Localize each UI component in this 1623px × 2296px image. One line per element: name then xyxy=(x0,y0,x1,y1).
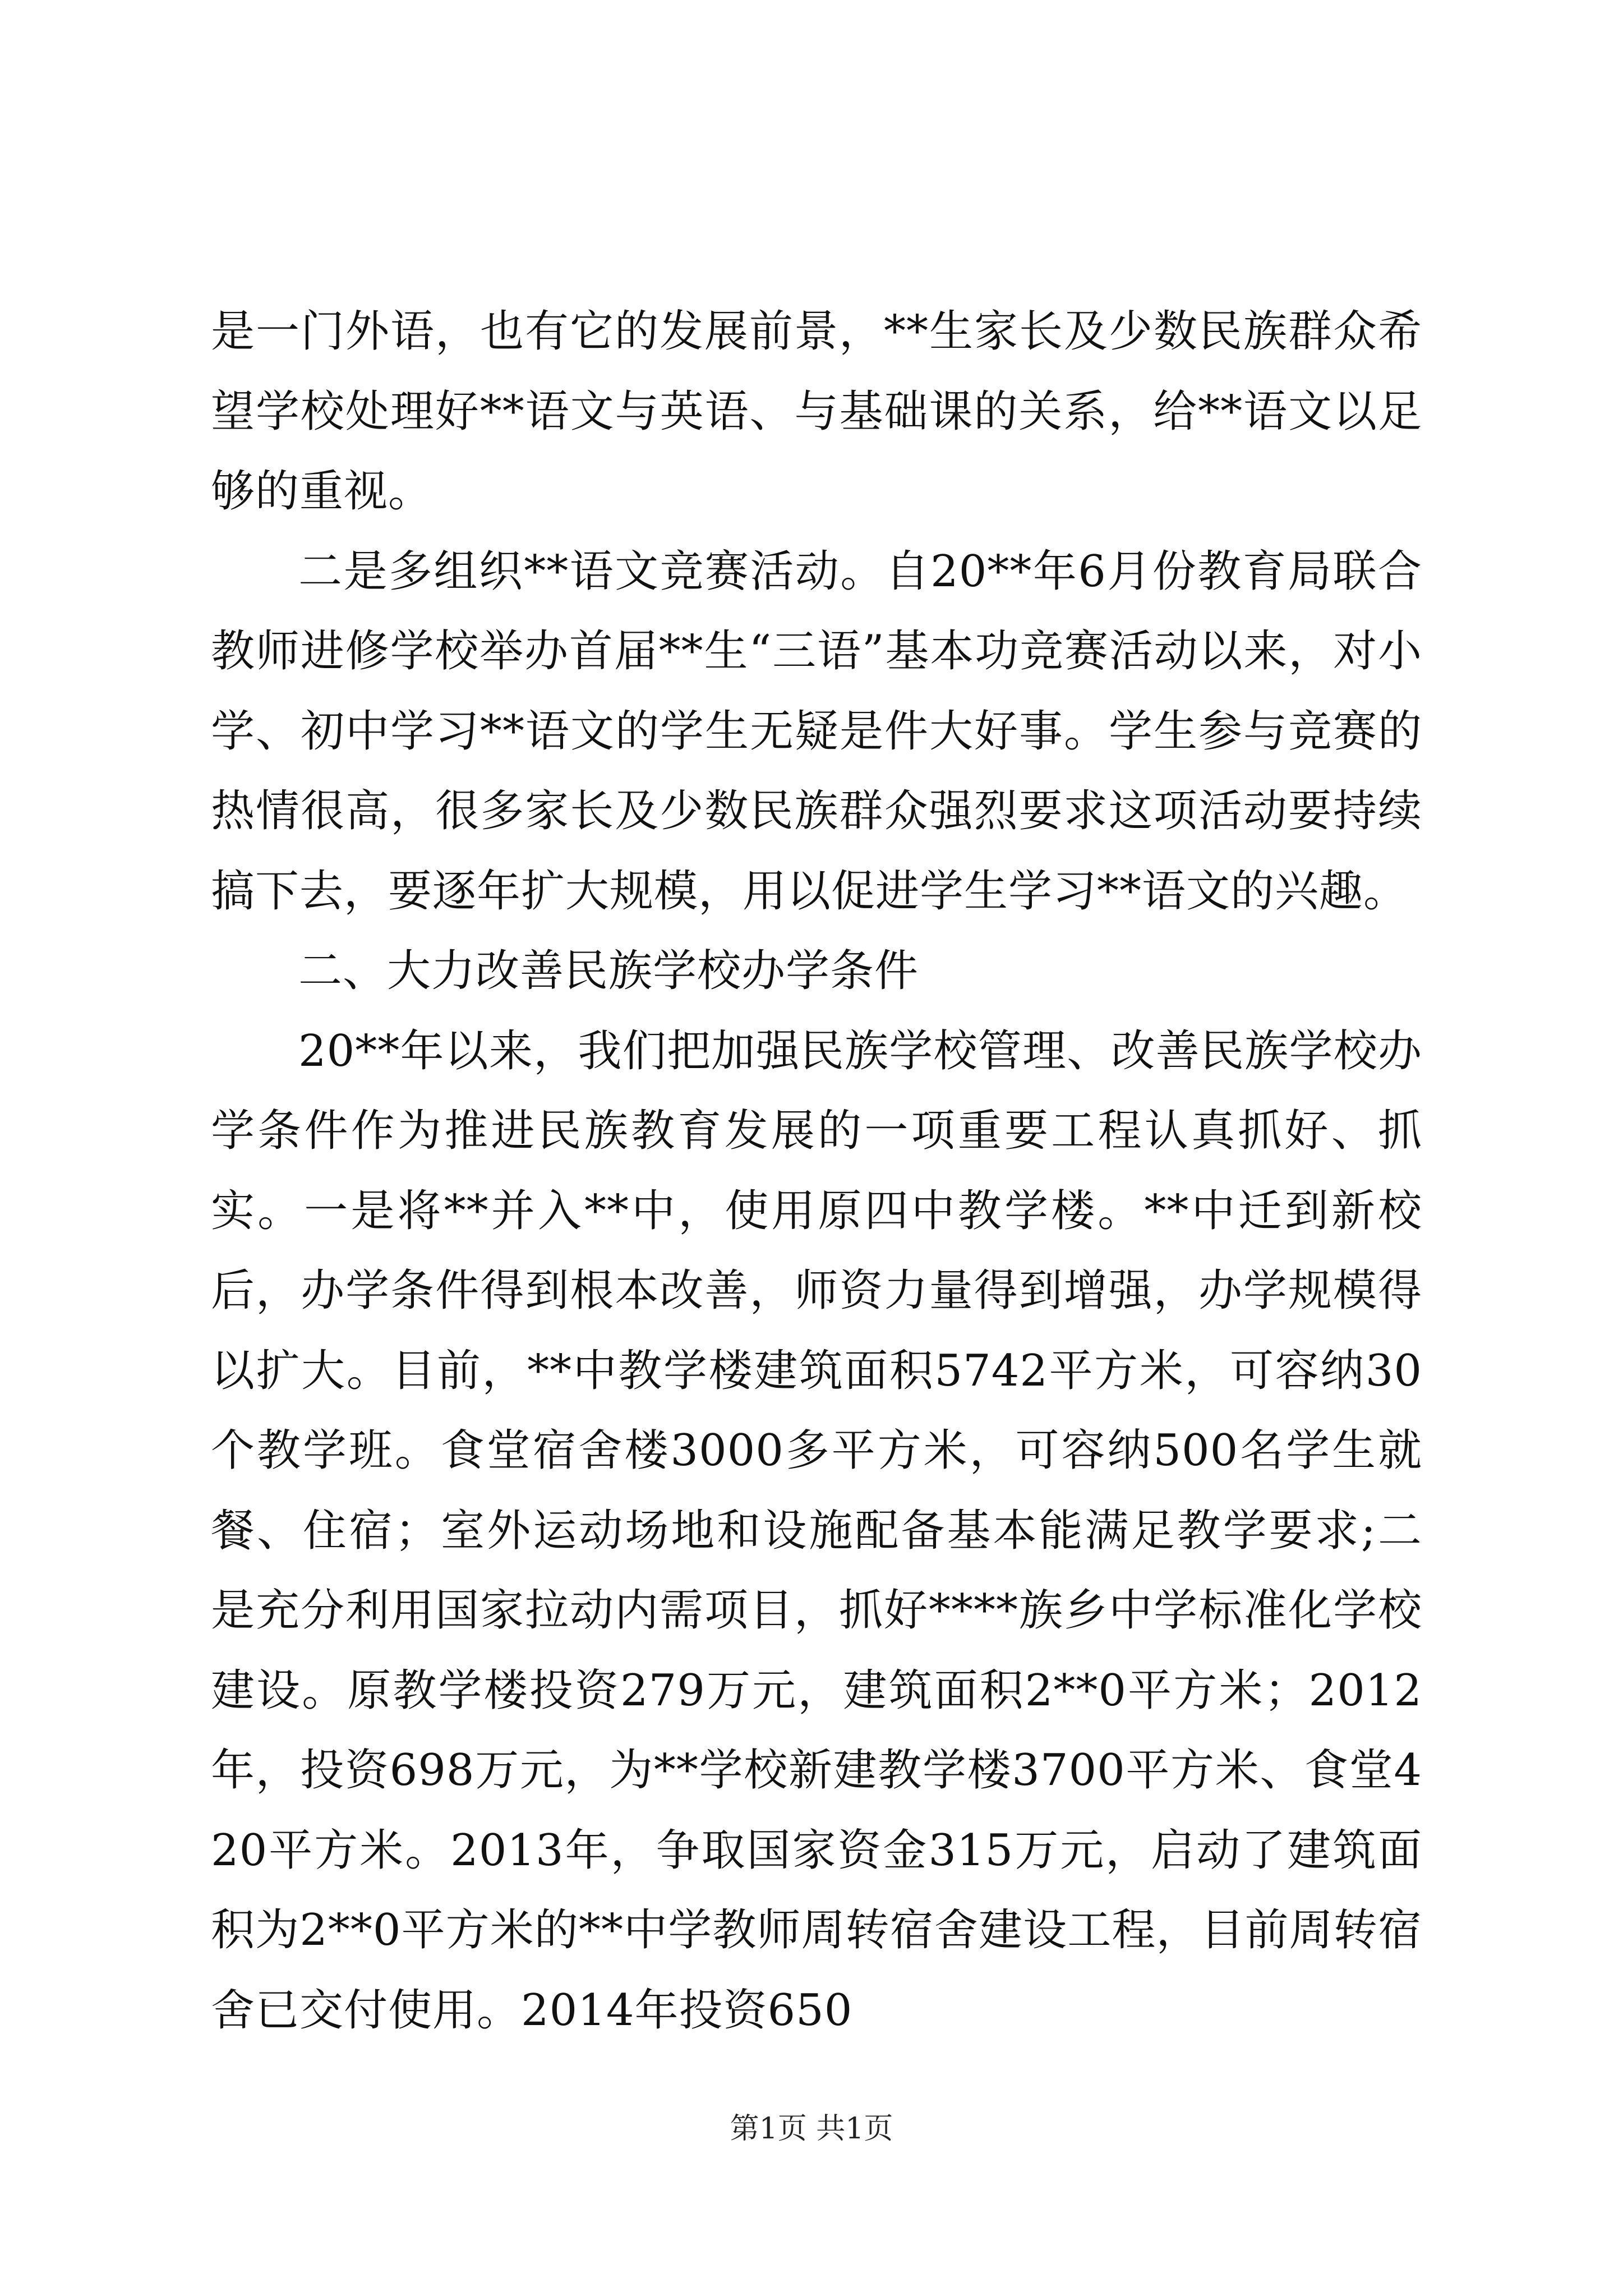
paragraph-1: 是一门外语，也有它的发展前景，**生家长及少数民族群众希望学校处理好**语文与英语、与基础课的关系，给**语文以足够的重视。 xyxy=(211,306,1422,517)
paragraph-2: 二是多组织**语文竞赛活动。自20**年6月份教育局联合教师进修学校举办首届**生“三语”基本功竞赛活动以来，对小学、初中学习**语文的学生无疑是件大好事。学生参与竞赛的热情很高，很多家长及少数民族群众强烈要求这项活动要持续搞下去，要逐年扩大规模，用以促进学生学习**语文的兴趣。 xyxy=(211,546,1422,917)
section-heading: 二、大力改善民族学校办学条件 xyxy=(298,946,919,996)
document-body xyxy=(211,292,1422,2050)
page-footer: 第1页 共1页 xyxy=(730,2112,893,2146)
paragraph-3: 20**年以来，我们把加强民族学校管理、改善民族学校办学条件作为推进民族教育发展的一项重要工程认真抓好、抓实。一是将**并入**中，使用原四中教学楼。**中迁到新校后，办学条件得到根本改善，师资力量得到增强，办学规模得以扩大。目前，**中教学楼建筑面积5742平方米，可容纳30个教学班。食堂宿舍楼3000多平方米，可容纳500名学生就餐、住宿；室外运动场地和设施配备基本能满足教学要求;二是充分利用国家拉动内需项目，抓好****族乡中学标准化学校建设。原教学楼投资279万元，建筑面积2**0平方米；2012年，投资698万元，为**学校新建教学楼3700平方米、食堂420平方米。2013年，争取国家资金315万元，启动了建筑面积为2**0平方米的**中学教师周转宿舍建设工程，目前周转宿舍已交付使用。2014年投资650 xyxy=(211,1025,1423,2036)
